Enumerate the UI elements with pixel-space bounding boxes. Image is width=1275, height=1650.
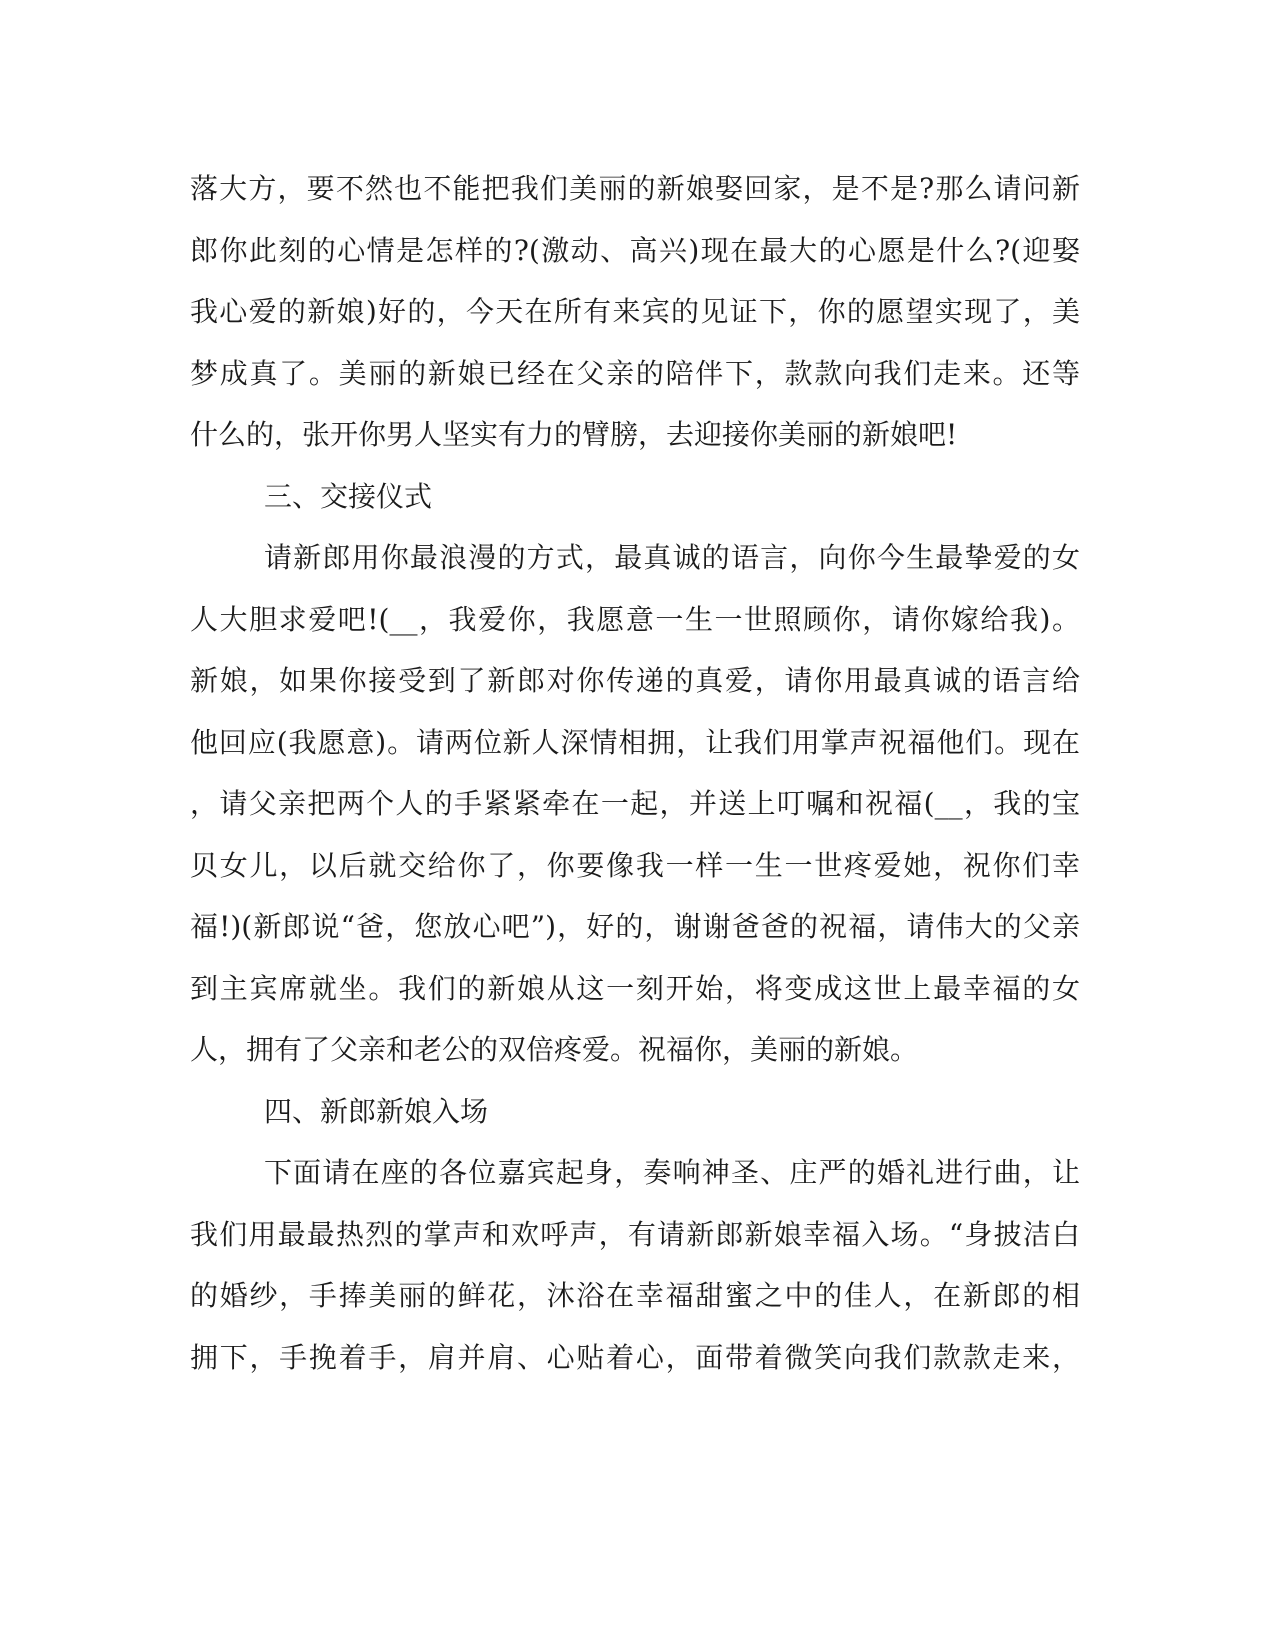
text-line: 贝女儿，以后就交给你了，你要像我一样一生一世疼爱她，祝你们幸 bbox=[190, 848, 1080, 882]
text-line: 郎你此刻的心情是怎样的?(激动、高兴)现在最大的心愿是什么?(迎娶 bbox=[190, 233, 1080, 267]
text-line: ，请父亲把两个人的手紧紧牵在一起，并送上叮嘱和祝福(__，我的宝 bbox=[190, 787, 1080, 820]
section-heading: 四、新郎新娘入场 bbox=[264, 1094, 489, 1128]
text-line: 人大胆求爱吧!(__，我爱你，我愿意一生一世照顾你，请你嫁给我)。 bbox=[190, 602, 1080, 636]
text-line: 落大方，要不然也不能把我们美丽的新娘娶回家，是不是?那么请问新 bbox=[190, 172, 1080, 205]
text-line: 福!)(新郎说“爸，您放心吧”)，好的，谢谢爸爸的祝福，请伟大的父亲 bbox=[190, 910, 1080, 943]
text-line: 我心爱的新娘)好的，今天在所有来宾的见证下，你的愿望实现了，美 bbox=[190, 295, 1080, 328]
text-line: 什么的，张开你男人坚实有力的臂膀，去迎接你美丽的新娘吧! bbox=[190, 418, 958, 451]
text-line: 人，拥有了父亲和老公的双倍疼爱。祝福你，美丽的新娘。 bbox=[190, 1033, 919, 1066]
text-line: 他回应(我愿意)。请两位新人深情相拥，让我们用掌声祝福他们。现在 bbox=[190, 725, 1080, 759]
text-line: 我们用最最热烈的掌声和欢呼声，有请新郎新娘幸福入场。“身披洁白 bbox=[190, 1217, 1080, 1251]
text-line: 梦成真了。美丽的新娘已经在父亲的陪伴下，款款向我们走来。还等 bbox=[190, 356, 1080, 390]
section-heading: 三、交接仪式 bbox=[264, 479, 433, 513]
text-line: 拥下，手挽着手，肩并肩、心贴着心，面带着微笑向我们款款走来， bbox=[190, 1340, 1080, 1374]
text-line: 新娘，如果你接受到了新郎对你传递的真爱，请你用最真诚的语言给 bbox=[190, 664, 1080, 697]
text-line: 下面请在座的各位嘉宾起身，奏响神圣、庄严的婚礼进行曲，让 bbox=[264, 1156, 1080, 1189]
text-line: 的婚纱，手捧美丽的鲜花，沐浴在幸福甜蜜之中的佳人，在新郎的相 bbox=[190, 1279, 1080, 1312]
text-line: 请新郎用你最浪漫的方式，最真诚的语言，向你今生最挚爱的女 bbox=[264, 541, 1080, 574]
body-text bbox=[190, 158, 1080, 1388]
text-line: 到主宾席就坐。我们的新娘从这一刻开始，将变成这世上最幸福的女 bbox=[190, 971, 1080, 1005]
